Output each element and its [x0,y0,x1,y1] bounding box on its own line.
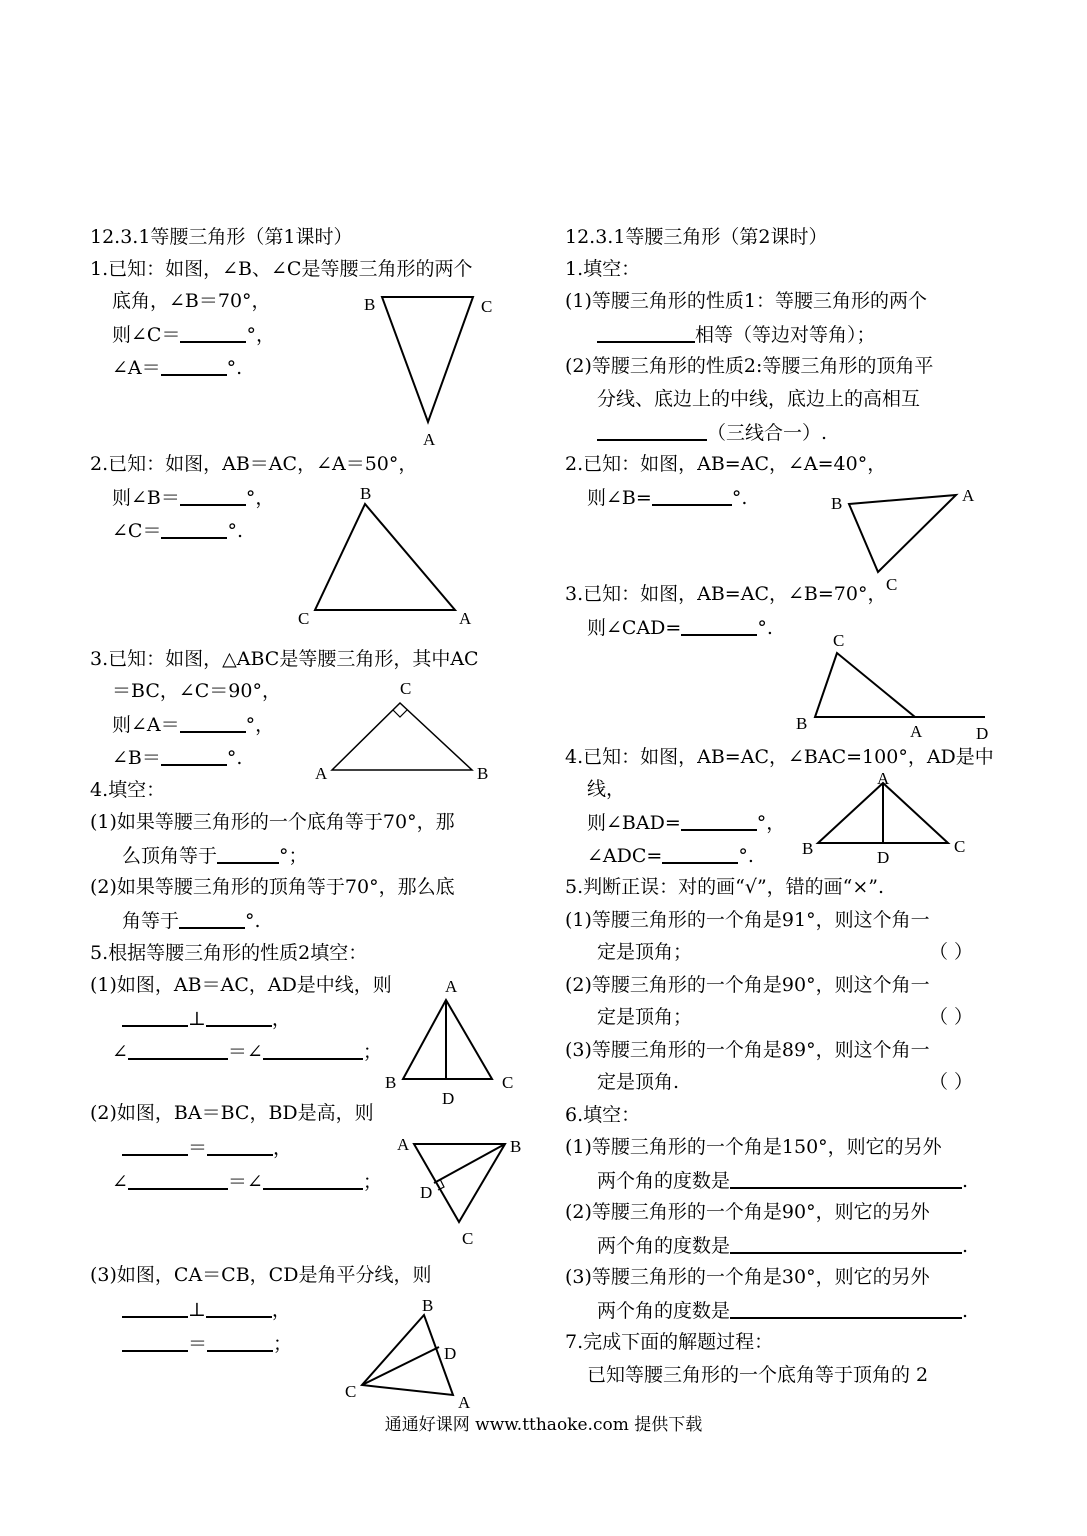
answer-blank[interactable] [179,907,245,929]
label-C: C [833,631,845,650]
answer-blank[interactable] [730,1232,962,1254]
l-q5-p3: (3)如图，CA＝CB，CD是角平分线，则 [90,1264,432,1286]
label-B: B [510,1137,522,1156]
label-B: B [422,1296,434,1315]
answer-blank[interactable] [681,614,757,636]
l-q1-label-c: 则∠C＝ [112,324,181,346]
r-q5-p1a: (1)等腰三角形的一个角是91°，则这个角一 [565,909,930,931]
answer-blank[interactable] [161,744,227,766]
r-q1-p1a: (1)等腰三角形的性质1：等腰三角形的两个 [565,290,928,312]
label-D: D [420,1183,433,1202]
answer-blank[interactable] [662,842,738,864]
l-q5-p1-line2: ∠ ＝∠ ； [112,1038,382,1065]
r-q4-line4: ∠ADC= °. [587,842,754,869]
r-q4-line1: 4.已知：如图，AB=AC，∠BAC=100°，AD是中 [565,746,994,768]
label-D: D [976,724,989,743]
r-q1-p2b: 分线、底边上的中线，底边上的高相互 [597,388,921,410]
label-B: B [385,1073,397,1092]
r-q7-line1: 已知等腰三角形的一个底角等于顶角的 2 [587,1364,929,1386]
label-A: A [877,769,890,788]
figure-triangle-5 [380,972,530,1112]
answer-blank[interactable] [263,1038,363,1060]
l-q5-p1: (1)如图，AB＝AC，AD是中线，则 [90,974,392,996]
label-A: A [423,430,436,449]
answer-blank[interactable] [128,1168,228,1190]
label-B: B [364,295,376,314]
l-q4-p2b: 角等于 °. [122,907,261,934]
l-q5-heading: 5.根据等腰三角形的性质2填空： [90,942,368,964]
r-q7-heading: 7.完成下面的解题过程： [565,1331,774,1353]
l-q5-p3-line1: ⊥ ， [122,1296,291,1323]
label-B: B [477,764,489,783]
r-q6-p2b: 两个角的度数是 . [597,1232,968,1259]
r-q5-heading: 5.判断正误：对的画“√”，错的画“×”. [565,876,885,898]
r-q5-p1-paren[interactable]: （ ） [929,941,974,963]
r-q2-line1: 2.已知：如图，AB=AC，∠A=40°， [565,453,887,475]
l-q3-line4: ∠B＝ °. [112,744,242,771]
r-q4-line3: 则∠BAD= °， [587,809,785,836]
l-q4-p1a: (1)如果等腰三角形的一个底角等于70°，那 [90,811,455,833]
l-q3-line1: 3.已知：如图，△ABC是等腰三角形，其中AC [90,648,479,670]
l-q4-p1b: 么顶角等于 °； [122,842,308,869]
label-B: B [360,484,372,503]
r-q5-p1b: 定是顶角； [597,941,693,963]
figure-triangle-r2 [828,482,988,597]
answer-blank[interactable] [122,1134,188,1156]
l-q5-p2-line1: ＝ ， [122,1134,292,1161]
label-D: D [444,1344,457,1363]
answer-blank[interactable] [730,1167,962,1189]
label-A: A [459,609,472,628]
answer-blank[interactable] [161,517,227,539]
figure-triangle-6 [392,1130,532,1250]
figure-triangle-3 [310,675,500,785]
label-C: C [954,837,966,856]
answer-blank[interactable] [217,842,279,864]
l-q3-line2: ＝BC，∠C＝90°， [112,680,281,702]
l-q5-p2: (2)如图，BA＝BC，BD是高，则 [90,1102,374,1124]
label-C: C [502,1073,514,1092]
r-q6-p2a: (2)等腰三角形的一个角是90°，则它的另外 [565,1201,930,1223]
label-B: B [802,839,814,858]
l-q1-line1: 1.已知：如图，∠B、∠C是等腰三角形的两个 [90,258,473,280]
answer-blank[interactable] [122,1330,188,1352]
r-q6-heading: 6.填空： [565,1104,641,1126]
label-A: A [315,764,328,783]
label-C: C [298,609,310,628]
l-q4-p2a: (2)如果等腰三角形的顶角等于70°，那么底 [90,876,455,898]
r-q5-p3-paren[interactable]: （ ） [929,1071,974,1093]
label-A: A [397,1135,410,1154]
label-C: C [345,1382,357,1401]
l-q3-line3: 则∠A＝ °， [112,711,274,738]
r-q1-p1b: 相等（等边对等角）； [597,321,876,348]
l-q2-line2: 则∠B＝ °， [112,484,274,511]
l-q4-heading: 4.填空： [90,779,166,801]
l-q1-line3: 则∠C＝ °， [112,321,275,348]
label-C: C [886,575,898,594]
figure-triangle-1 [355,285,505,455]
label-B: B [831,494,843,513]
answer-blank[interactable] [122,1296,188,1318]
l-q2-line1: 2.已知：如图，AB＝AC，∠A＝50°， [90,453,418,475]
answer-blank[interactable] [652,484,732,506]
answer-blank[interactable] [206,1005,272,1027]
label-A: A [445,977,458,996]
answer-blank[interactable] [128,1038,228,1060]
label-A: A [910,722,923,741]
answer-blank[interactable] [681,809,757,831]
r-q5-p2-paren[interactable]: （ ） [929,1006,974,1028]
answer-blank[interactable] [730,1297,962,1319]
label-D: D [442,1089,455,1108]
answer-blank[interactable] [597,321,695,343]
figure-triangle-2 [295,480,485,630]
r-q1-heading: 1.填空： [565,258,641,280]
answer-blank[interactable] [122,1005,188,1027]
answer-blank[interactable] [206,1296,272,1318]
r-q5-p3a: (3)等腰三角形的一个角是89°，则这个角一 [565,1039,930,1061]
label-A: A [962,486,975,505]
r-q3-line1: 3.已知：如图，AB=AC，∠B=70°， [565,583,887,605]
label-A: A [458,1393,471,1412]
r-q1-p2c: （三线合一）. [597,419,827,446]
figure-triangle-7 [340,1295,480,1415]
label-C: C [400,679,412,698]
answer-blank[interactable] [207,1330,273,1352]
l-q1-line4: ∠A＝ °. [112,354,242,381]
l-q5-p3-line2: ＝ ； [122,1330,292,1357]
r-q6-p1a: (1)等腰三角形的一个角是150°，则它的另外 [565,1136,942,1158]
answer-blank[interactable] [180,711,246,733]
lesson1-title: 12.3.1等腰三角形（第1课时） [90,226,353,248]
lesson2-title: 12.3.1等腰三角形（第2课时） [565,226,828,248]
r-q4-line2: 线， [587,778,626,800]
r-q6-p1b: 两个角的度数是 . [597,1167,968,1194]
figure-triangle-r4 [800,766,975,868]
r-q3-line2: 则∠CAD= °. [587,614,773,641]
l-q5-p2-line2: ∠ ＝∠ ； [112,1168,382,1195]
r-q2-line2: 则∠B= °. [587,484,747,511]
r-q5-p3b: 定是顶角. [597,1071,680,1093]
answer-blank[interactable] [180,484,246,506]
r-q6-p3b: 两个角的度数是 . [597,1297,968,1324]
footer-credit: 通通好课网 www.tthaoke.com 提供下载 [384,1415,703,1435]
l-q1-line2: 底角，∠B＝70°， [112,290,271,312]
r-q6-p3a: (3)等腰三角形的一个角是30°，则它的另外 [565,1266,930,1288]
figure-triangle-r3 [793,628,1003,744]
label-C: C [481,297,493,316]
r-q1-p2a: (2)等腰三角形的性质2:等腰三角形的顶角平 [565,355,934,377]
answer-blank[interactable] [207,1134,273,1156]
answer-blank[interactable] [597,419,707,441]
label-B: B [796,714,808,733]
answer-blank[interactable] [263,1168,363,1190]
l-q2-line3: ∠C＝ °. [112,517,243,544]
answer-blank[interactable] [180,321,246,343]
label-C: C [462,1229,474,1248]
answer-blank[interactable] [161,354,227,376]
r-q5-p2b: 定是顶角； [597,1006,693,1028]
label-D: D [877,848,890,867]
r-q5-p2a: (2)等腰三角形的一个角是90°，则这个角一 [565,974,930,996]
l-q5-p1-line1: ⊥ ， [122,1005,291,1032]
